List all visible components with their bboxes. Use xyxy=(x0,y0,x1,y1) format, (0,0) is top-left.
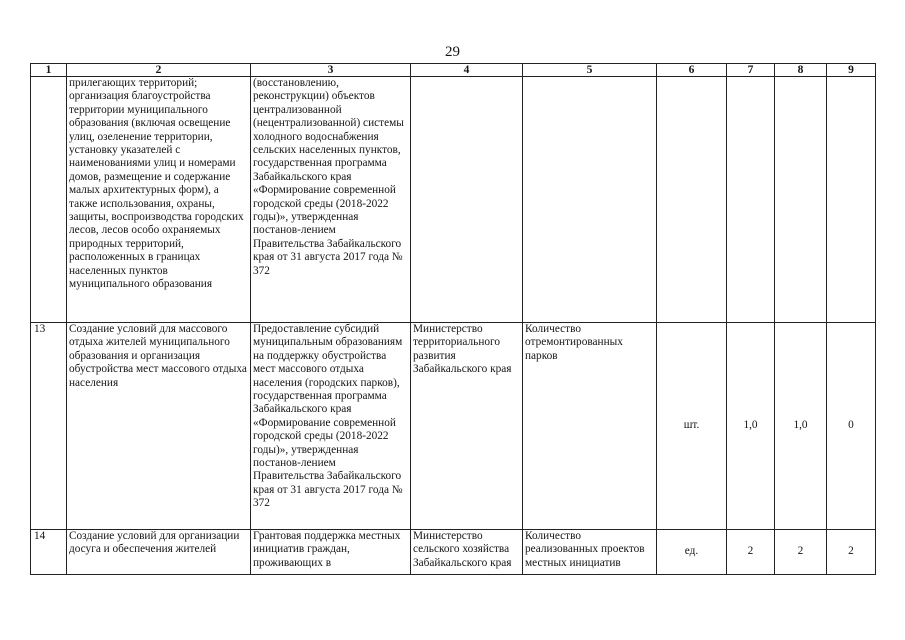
indicator-cell xyxy=(523,77,657,323)
row-number-cell: 14 xyxy=(31,530,67,575)
header-cell: 1 xyxy=(31,64,67,77)
authority-cell: Создание условий для массового отдыха жителей муниципального образования и организация обустройства мест массового отдыха населения xyxy=(67,323,251,530)
ministry-cell: Министерство сельского хозяйства Забайкальского края xyxy=(411,530,523,575)
program-cell: Грантовая поддержка местных инициатив граждан, проживающих в xyxy=(251,530,411,575)
value-cell: 2 xyxy=(727,530,775,575)
page-number: 29 xyxy=(445,44,460,60)
header-cell: 6 xyxy=(657,64,727,77)
table-row xyxy=(31,530,876,575)
authority-cell: Создание условий для организации досуга и обеспечения жителей xyxy=(67,530,251,575)
value-cell: 2 xyxy=(827,530,876,575)
table-row xyxy=(31,323,876,530)
row-number-cell: 13 xyxy=(31,323,67,530)
table-header-row xyxy=(31,64,876,77)
header-cell: 2 xyxy=(67,64,251,77)
header-cell: 5 xyxy=(523,64,657,77)
value-cell xyxy=(775,77,827,323)
indicator-cell: Количество реализованных проектов местных инициатив xyxy=(523,530,657,575)
header-cell: 4 xyxy=(411,64,523,77)
header-cell: 7 xyxy=(727,64,775,77)
header-cell: 9 xyxy=(827,64,876,77)
row-number-cell xyxy=(31,77,67,323)
header-cell: 3 xyxy=(251,64,411,77)
value-cell: 0 xyxy=(827,323,876,530)
authority-cell: прилегающих территорий; организация благоустройства территории муниципального образования (включая освещение улиц, озеленение территории, установку указателей с наименованиями улиц и номерами домов, размещение и содержание малых архитектурных форм), а также использования, охраны, защиты, воспроизводства городских лесов, лесов особо охраняемых природных территорий, расположенных в границах населенных пунктов муниципального образования xyxy=(67,77,251,323)
value-cell: 1,0 xyxy=(727,323,775,530)
data-table xyxy=(30,63,876,575)
ministry-cell xyxy=(411,77,523,323)
value-cell: 1,0 xyxy=(775,323,827,530)
program-cell: (восстановлению, реконструкции) объектов централизованной (нецентрализованной) системы холодного водоснабжения сельских населенных пунктов, государственная программа Забайкальского края «Формирование современной городской среды (2018-2022 годы)», утвержденная постанов-лением Правительства Забайкальского края от 31 августа 2017 года № 372 xyxy=(251,77,411,323)
header-cell: 8 xyxy=(775,64,827,77)
value-cell: 2 xyxy=(775,530,827,575)
unit-cell xyxy=(657,77,727,323)
unit-cell: ед. xyxy=(657,530,727,575)
value-cell xyxy=(727,77,775,323)
program-cell: Предоставление субсидий муниципальным образованиям на поддержку обустройства мест массового отдыха населения (городских парков), государственная программа Забайкальского края «Формирование современной городской среды (2018-2022 годы)», утвержденная постанов-лением Правительства Забайкальского края от 31 августа 2017 года № 372 xyxy=(251,323,411,530)
table-row xyxy=(31,77,876,323)
value-cell xyxy=(827,77,876,323)
unit-cell: шт. xyxy=(657,323,727,530)
indicator-cell: Количество отремонтированных парков xyxy=(523,323,657,530)
ministry-cell: Министерство территориального развития Забайкальского края xyxy=(411,323,523,530)
